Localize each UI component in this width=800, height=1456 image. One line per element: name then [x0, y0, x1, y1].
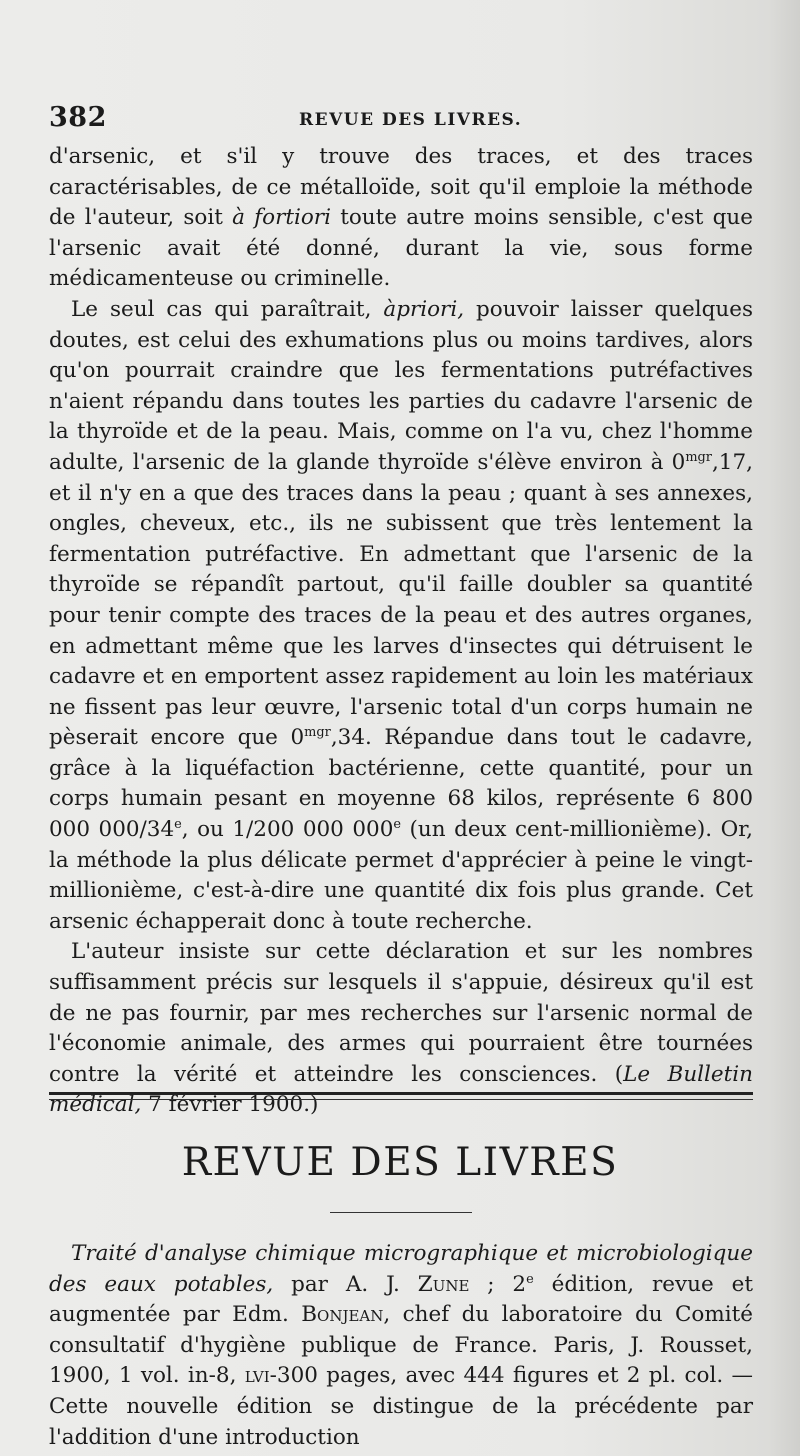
section-title: REVUE DES LIVRES: [181, 1140, 619, 1185]
book-review-entry: [49, 1239, 753, 1453]
section-divider-double-rule: [49, 1092, 753, 1100]
article-text: [49, 142, 753, 1121]
paragraph-continuation: d'arsenic, et s'il y trouve des traces, et des traces caractérisables, de ce métalloïde, soit qu'il emploie la méthode de l'auteur, soit à fortiori toute autre moins sensible, c'est que l'arsenic avait été donné, durant la vie, sous forme médicamenteuse ou criminelle.: [49, 144, 753, 292]
paragraph-exhumation: Le seul cas qui paraîtrait, àpriori, pouvoir laisser quelques doutes, est celui des exhumations plus ou moins tardives, alors qu'on pourrait craindre que les fermentations putréfactives n'aient répandu dans toutes les parties du cadavre l'arsenic de la thyroïde et de la peau. Mais, comme on l'a vu, chez l'homme adulte, l'arsenic de la glande thyroïde s'élève environ à $0^{mgr},17$, et il n'y en a que des traces dans la peau ; quant à ses annexes, ongles, cheveux, etc., ils ne subissent que très lentement la fermentation putréfactive. En admettant que l'arsenic de la thyroïde se répandît partout, qu'il faille doubler sa quantité pour tenir compte des traces de la peau et des autres organes, en admettant même que les larves d'insectes qui détruisent le cadavre et en emportent assez rapidement au loin les matériaux ne fissent pas leur œuvre, l'arsenic total d'un corps humain ne pèserait encore que $0^{mgr},34$. Répandue dans tout le cadavre, grâce à la liquéfaction bactérienne, cette quantité, pour un corps humain pesant en moyenne 68 kilos, représente 6 800 000 000/34e, ou 1/200 000 000e (un deux cent-millionième). Or, la méthode la plus délicate permet d'apprécier à peine le vingt-millionième, c'est-à-dire une quantité dix fois plus grande. Cet arsenic échapperait donc à toute recherche.: [49, 296, 754, 934]
title-underline-rule: [330, 1212, 472, 1213]
running-title: REVUE DES LIVRES.: [299, 110, 523, 130]
paragraph-conclusion: L'auteur insiste sur cette déclaration et sur les nombres suffisamment précis sur lesquels il s'appuie, désireux qu'il est de ne pas fournir, par mes recherches sur l'arsenic normal de l'économie animale, des armes qui pourraient être tournées contre la vérité et atteindre les consciences. (Le Bulletin médical, 7 février 1900.): [49, 939, 754, 1118]
page-number: 382: [49, 102, 107, 133]
running-head: [49, 102, 739, 142]
review-paragraph: Traité d'analyse chimique micrographique et microbiologique des eaux potables, par A. J. Zune ; 2e édition, revue et augmentée par Edm. Bonjean, chef du laboratoire du Comité consultatif d'hygiène publique de France. Paris, J. Rousset, 1900, 1 vol. in-8, lvi-300 pages, avec 444 figures et 2 pl. col. — Cette nouvelle édition se distingue de la précédente par l'addition d'une introduction: [49, 1241, 753, 1450]
